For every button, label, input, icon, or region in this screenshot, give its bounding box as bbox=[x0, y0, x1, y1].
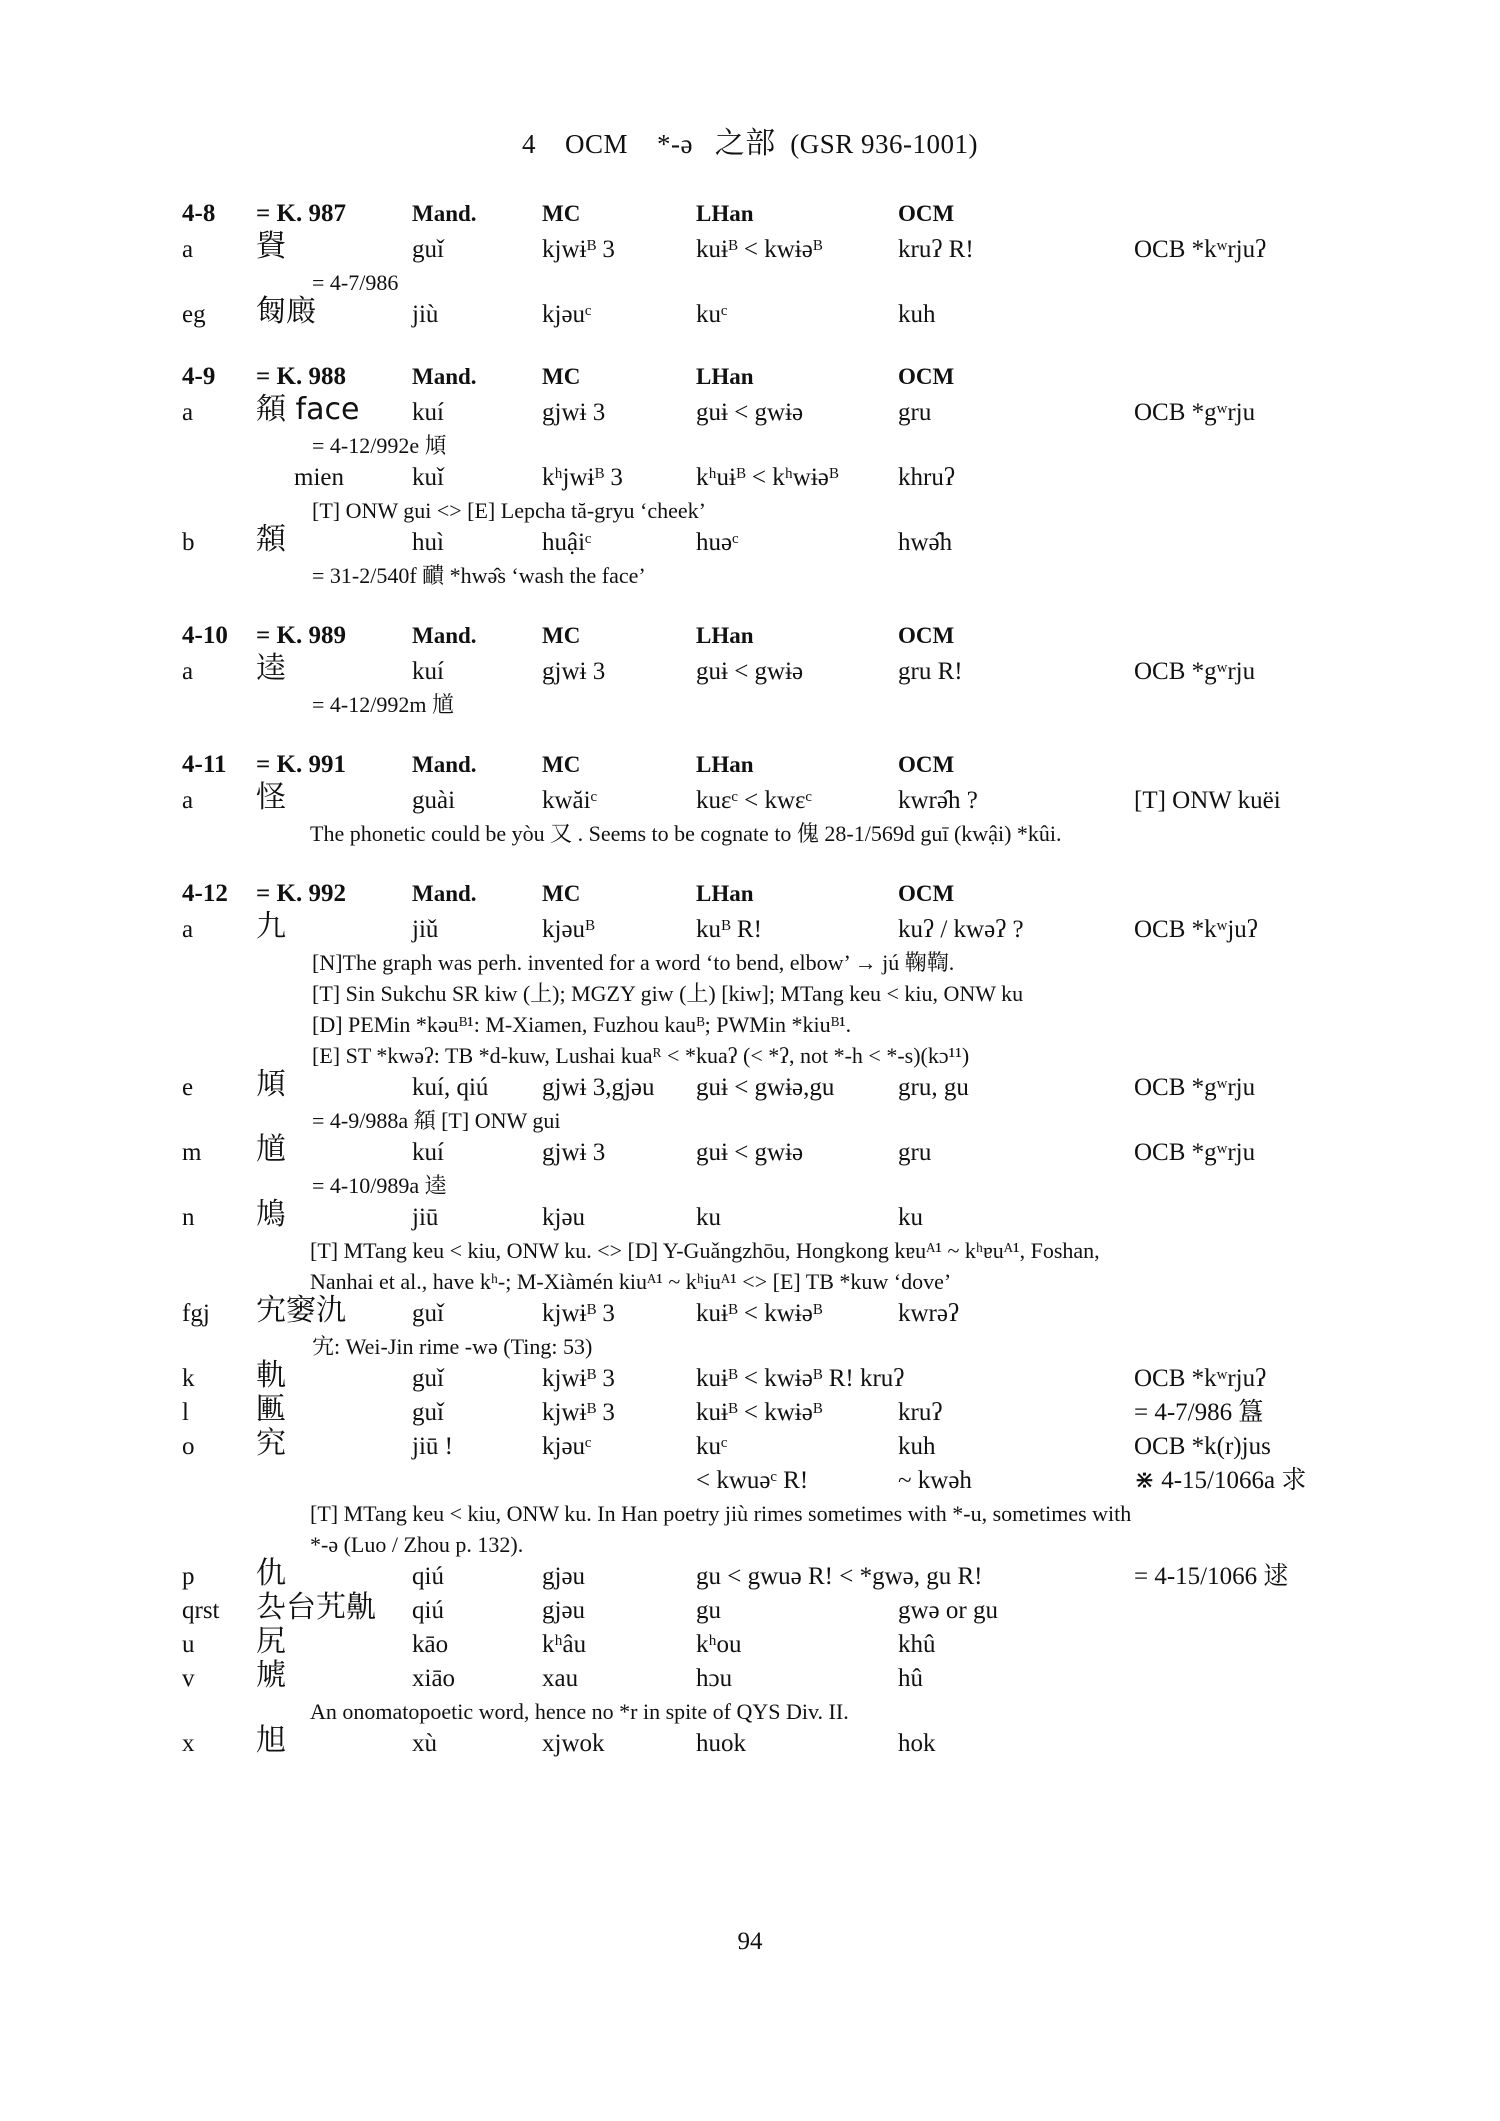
col-mc-header: MC bbox=[542, 881, 581, 906]
row-extra: [T] ONW kuëi bbox=[1134, 787, 1281, 814]
mandarin-reading: xù bbox=[412, 1730, 437, 1757]
old-chinese: khû bbox=[898, 1631, 936, 1658]
later-han: kuɨᴮ < kwɨəᴮ R! kruʔ bbox=[696, 1365, 905, 1392]
entry-row bbox=[182, 1590, 1362, 1628]
mandarin-reading: guǐ bbox=[412, 236, 444, 263]
later-han: kuɨᴮ < kwɨəᴮ bbox=[696, 1300, 823, 1327]
col-lhan-header: LHan bbox=[696, 623, 754, 648]
mandarin-reading: kuí bbox=[412, 658, 444, 685]
row-glyph: 尻 bbox=[256, 1624, 286, 1659]
entry-row bbox=[182, 651, 1362, 689]
middle-chinese: gjwɨ 3 bbox=[542, 1139, 606, 1166]
old-chinese: ku bbox=[898, 1204, 923, 1231]
row-glyph: 馗 bbox=[256, 1132, 286, 1167]
col-mc-header: MC bbox=[542, 364, 581, 389]
mandarin-reading: xiāo bbox=[412, 1665, 456, 1692]
middle-chinese: kjəu bbox=[542, 1204, 586, 1231]
entry-row bbox=[182, 1358, 1362, 1396]
middle-chinese: kjəuᴮ bbox=[542, 916, 595, 943]
row-glyph: 究 bbox=[256, 1426, 286, 1461]
entry-note: = 4-10/989a 逵 bbox=[312, 1173, 447, 1198]
later-han: kʰou bbox=[696, 1631, 742, 1658]
col-ocm-header: OCM bbox=[898, 201, 955, 226]
later-han: huəᶜ bbox=[696, 529, 739, 556]
entry-row bbox=[182, 294, 1362, 332]
col-ocm-header: OCM bbox=[898, 364, 955, 389]
entry-block bbox=[182, 358, 1362, 591]
entry-id: 4-11 bbox=[182, 751, 227, 778]
later-han: kuɛᶜ < kwɛᶜ bbox=[696, 787, 812, 814]
entries-list bbox=[182, 195, 1362, 1787]
entry-note: [T] ONW gui <> [E] Lepcha tă-gryu ‘cheek’ bbox=[312, 498, 706, 523]
old-chinese: kuh bbox=[898, 301, 936, 328]
later-han: kuᶜ bbox=[696, 301, 728, 328]
middle-chinese: kjwɨᴮ 3 bbox=[542, 236, 615, 263]
row-glyph: 頯 face bbox=[256, 392, 360, 427]
middle-chinese: gjwɨ 3 bbox=[542, 658, 606, 685]
middle-chinese: kwăiᶜ bbox=[542, 787, 597, 814]
row-glyph: 宄窭氿 bbox=[256, 1293, 346, 1328]
entry-header-row bbox=[182, 358, 1362, 396]
col-lhan-header: LHan bbox=[696, 364, 754, 389]
entry-note: [D] PEMin *kəuᴮ¹: M-Xiamen, Fuzhou kauᴮ; PWMin *kiuᴮ¹. bbox=[312, 1012, 852, 1037]
entry-row bbox=[182, 1392, 1362, 1430]
karlgren-ref: = K. 987 bbox=[256, 200, 346, 227]
row-letter: p bbox=[182, 1563, 195, 1590]
ocm-label: OCM bbox=[565, 129, 629, 159]
old-chinese: ~ kwəh bbox=[898, 1467, 972, 1494]
mandarin-reading: kuǐ bbox=[412, 464, 444, 491]
entry-id: 4-10 bbox=[182, 622, 228, 649]
entry-row bbox=[182, 392, 1362, 430]
row-letter: a bbox=[182, 658, 194, 685]
entry-row bbox=[182, 1556, 1362, 1594]
col-ocm-header: OCM bbox=[898, 881, 955, 906]
old-chinese: kuh bbox=[898, 1433, 936, 1460]
karlgren-ref: = K. 989 bbox=[256, 622, 346, 649]
row-extra: ⋇ 4-15/1066a 求 bbox=[1134, 1467, 1307, 1494]
old-chinese: kruʔ R! bbox=[898, 236, 974, 263]
page-number: 94 bbox=[737, 1928, 763, 1955]
old-chinese: gru bbox=[898, 1139, 932, 1166]
row-letter: n bbox=[182, 1204, 195, 1231]
gsr-range: (GSR 936-1001) bbox=[790, 129, 978, 159]
entry-block bbox=[182, 195, 1362, 332]
col-ocm-header: OCM bbox=[898, 623, 955, 648]
row-letter: eg bbox=[182, 301, 206, 328]
entry-note: [N]The graph was perh. invented for a word ‘to bend, elbow’ → jú 鞠鞫. bbox=[312, 950, 955, 975]
old-chinese: gru, gu bbox=[898, 1074, 969, 1101]
col-mc-header: MC bbox=[542, 201, 581, 226]
entry-note: 宄: Wei-Jin rime -wə (Ting: 53) bbox=[312, 1334, 593, 1359]
rime-chinese: 之部 bbox=[714, 126, 776, 161]
later-han: kuᴮ R! bbox=[696, 916, 762, 943]
row-letter: a bbox=[182, 916, 194, 943]
col-mand-header: Mand. bbox=[412, 623, 477, 648]
row-extra: OCB *kʷjuʔ bbox=[1134, 916, 1258, 943]
row-letter: a bbox=[182, 399, 194, 426]
later-han: gu bbox=[696, 1597, 721, 1624]
mandarin-reading: kuí bbox=[412, 399, 444, 426]
entry-row bbox=[182, 1426, 1362, 1464]
row-glyph: 厹台艽鼽 bbox=[256, 1590, 376, 1625]
middle-chinese: xau bbox=[542, 1665, 579, 1692]
entry-id: 4-12 bbox=[182, 880, 228, 907]
row-letter: l bbox=[182, 1399, 189, 1426]
entry-row bbox=[182, 780, 1362, 818]
mandarin-reading: qiú bbox=[412, 1563, 444, 1590]
old-chinese: khruʔ bbox=[898, 464, 955, 491]
mandarin-reading: kuí, qiú bbox=[412, 1074, 489, 1101]
later-han: huok bbox=[696, 1730, 746, 1757]
old-chinese: kuʔ / kwəʔ ? bbox=[898, 916, 1024, 943]
entry-row bbox=[182, 1723, 1362, 1761]
col-lhan-header: LHan bbox=[696, 201, 754, 226]
entry-note: *-ə (Luo / Zhou p. 132). bbox=[310, 1532, 524, 1557]
later-han: guɨ < gwɨə bbox=[696, 399, 804, 426]
col-mc-header: MC bbox=[542, 623, 581, 648]
middle-chinese: gjwɨ 3 bbox=[542, 399, 606, 426]
entry-row bbox=[182, 1658, 1362, 1696]
later-han: ku bbox=[696, 1204, 721, 1231]
row-glyph: 仇 bbox=[256, 1556, 286, 1591]
row-letter: v bbox=[182, 1665, 195, 1692]
row-letter: m bbox=[182, 1139, 202, 1166]
entry-note: The phonetic could be yòu 又 . Seems to be cognate to 傀 28-1/569d guī (kwậi) *kûi. bbox=[310, 821, 1062, 846]
entry-header-row bbox=[182, 195, 1362, 233]
entry-block bbox=[182, 746, 1362, 849]
mandarin-reading: guǐ bbox=[412, 1399, 444, 1426]
rime-label: *-ə bbox=[657, 129, 693, 159]
later-han: kuɨᴮ < kwɨəᴮ bbox=[696, 236, 823, 263]
later-han: kuɨᴮ < kwɨəᴮ bbox=[696, 1399, 823, 1426]
middle-chinese: kʰâu bbox=[542, 1631, 587, 1658]
col-mand-header: Mand. bbox=[412, 364, 477, 389]
entry-block bbox=[182, 875, 1362, 1761]
entry-id: 4-9 bbox=[182, 363, 216, 390]
entry-header-row bbox=[182, 617, 1362, 655]
entry-row bbox=[182, 229, 1362, 267]
entry-note: Nanhai et al., have kʰ-; M-Xiàmén kiuᴬ¹ ~ kʰiuᴬ¹ <> [E] TB *kuw ‘dove’ bbox=[310, 1269, 952, 1294]
entry-row bbox=[182, 522, 1362, 560]
row-extra: OCB *gʷrju bbox=[1134, 1074, 1256, 1101]
later-han: hɔu bbox=[696, 1665, 733, 1692]
mandarin-reading: guài bbox=[412, 787, 456, 814]
row-letter: k bbox=[182, 1365, 195, 1392]
later-han: kuᶜ bbox=[696, 1433, 728, 1460]
row-extra: OCB *gʷrju bbox=[1134, 1139, 1256, 1166]
row-extra: OCB *gʷrju bbox=[1134, 658, 1256, 685]
mandarin-reading: jiǔ bbox=[412, 916, 439, 943]
entry-note: An onomatopoetic word, hence no *r in spite of QYS Div. II. bbox=[310, 1699, 849, 1724]
mandarin-reading: kāo bbox=[412, 1631, 449, 1658]
old-chinese: hok bbox=[898, 1730, 936, 1757]
middle-chinese: kʰjwɨᴮ 3 bbox=[542, 464, 623, 491]
row-letter: a bbox=[182, 787, 194, 814]
row-extra: OCB *k(r)jus bbox=[1134, 1433, 1271, 1460]
karlgren-ref: = K. 988 bbox=[256, 363, 346, 390]
middle-chinese: xjwok bbox=[542, 1730, 605, 1757]
later-han: guɨ < gwɨə bbox=[696, 658, 804, 685]
mandarin-reading: guǐ bbox=[412, 1300, 444, 1327]
entry-id: 4-8 bbox=[182, 200, 216, 227]
middle-chinese: huậiᶜ bbox=[542, 529, 592, 556]
middle-chinese: kjwɨᴮ 3 bbox=[542, 1300, 615, 1327]
row-glyph: 鳩 bbox=[256, 1197, 286, 1232]
col-ocm-header: OCM bbox=[898, 752, 955, 777]
entry-row bbox=[182, 461, 1362, 495]
mandarin-reading: jiū ! bbox=[412, 1433, 453, 1460]
col-mand-header: Mand. bbox=[412, 201, 477, 226]
later-han: kʰuɨᴮ < kʰwɨəᴮ bbox=[696, 464, 839, 491]
entry-header-row bbox=[182, 746, 1362, 784]
old-chinese: gwə or gu bbox=[898, 1597, 998, 1624]
later-han: guɨ < gwɨə bbox=[696, 1139, 804, 1166]
row-glyph: 軌 bbox=[256, 1358, 286, 1393]
karlgren-ref: = K. 991 bbox=[256, 751, 346, 778]
row-glyph: 怪 bbox=[256, 780, 286, 815]
entry-note: = 4-12/992e 頄 bbox=[312, 433, 447, 458]
row-glyph: 旭 bbox=[256, 1723, 286, 1758]
entry-note: [T] Sin Sukchu SR kiw (上); MGZY giw (上) [kiw]; MTang keu < kiu, ONW ku bbox=[312, 981, 1024, 1006]
row-glyph: 逵 bbox=[256, 651, 286, 686]
row-sublabel: mien bbox=[294, 464, 344, 491]
old-chinese: gru bbox=[898, 399, 932, 426]
entry-row bbox=[182, 1624, 1362, 1662]
mandarin-reading: huì bbox=[412, 529, 444, 556]
old-chinese: hû bbox=[898, 1665, 923, 1692]
middle-chinese: kjwɨᴮ 3 bbox=[542, 1399, 615, 1426]
mandarin-reading: qiú bbox=[412, 1597, 444, 1624]
row-letter: b bbox=[182, 529, 195, 556]
row-glyph: 虓 bbox=[256, 1658, 286, 1693]
entry-note: = 4-7/986 bbox=[312, 270, 399, 295]
row-glyph: 匭 bbox=[256, 1392, 286, 1427]
entry-row bbox=[182, 1132, 1362, 1170]
row-letter: e bbox=[182, 1074, 194, 1101]
mandarin-reading: jiū bbox=[412, 1204, 439, 1231]
entry-note: = 31-2/540f 靧 *hwə̂s ‘wash the face’ bbox=[312, 563, 646, 588]
entry-note: [E] ST *kwəʔ: TB *d-kuw, Lushai kuaᴿ < *kuaʔ (< *ʔ, not *-h < *-s)(kɔ¹¹) bbox=[312, 1043, 970, 1068]
middle-chinese: gjəu bbox=[542, 1563, 586, 1590]
row-glyph: 匓廄 bbox=[256, 294, 316, 329]
row-letter: u bbox=[182, 1631, 195, 1658]
old-chinese: hwə̂h bbox=[898, 529, 953, 556]
col-mc-header: MC bbox=[542, 752, 581, 777]
row-extra: = 4-15/1066 逑 bbox=[1134, 1563, 1289, 1590]
row-glyph: 䝿 bbox=[256, 229, 286, 264]
old-chinese: kruʔ bbox=[898, 1399, 943, 1426]
karlgren-ref: = K. 992 bbox=[256, 880, 346, 907]
chapter-number: 4 bbox=[522, 129, 536, 159]
row-glyph: 頄 bbox=[256, 1067, 286, 1102]
entry-row bbox=[182, 1197, 1362, 1235]
entry-row bbox=[182, 1067, 1362, 1105]
middle-chinese: kjəuᶜ bbox=[542, 1433, 592, 1460]
row-letter: x bbox=[182, 1730, 195, 1757]
row-glyph: 頮 bbox=[256, 522, 286, 557]
page-header bbox=[0, 118, 1500, 162]
mandarin-reading: kuí bbox=[412, 1139, 444, 1166]
col-mand-header: Mand. bbox=[412, 881, 477, 906]
entry-note: = 4-12/992m 馗 bbox=[312, 692, 454, 717]
entry-note: [T] MTang keu < kiu, ONW ku. In Han poetry jiù rimes sometimes with *-u, sometimes with bbox=[310, 1501, 1132, 1526]
mandarin-reading: guǐ bbox=[412, 1365, 444, 1392]
old-chinese: kwrə̂h ? bbox=[898, 787, 978, 814]
col-lhan-header: LHan bbox=[696, 752, 754, 777]
row-extra: OCB *gʷrju bbox=[1134, 399, 1256, 426]
later-han: guɨ < gwɨə,gu bbox=[696, 1074, 835, 1101]
row-letter: fgj bbox=[182, 1300, 210, 1327]
mandarin-reading: jiù bbox=[412, 301, 439, 328]
row-letter: o bbox=[182, 1433, 195, 1460]
entry-note: = 4-9/988a 頯 [T] ONW gui bbox=[312, 1108, 561, 1133]
later-han: gu < gwuə R! < *gwə, gu R! bbox=[696, 1563, 983, 1590]
old-chinese: kwrəʔ bbox=[898, 1300, 960, 1327]
middle-chinese: gjwɨ 3,gjəu bbox=[542, 1074, 655, 1101]
entry-row bbox=[182, 1293, 1362, 1331]
col-mand-header: Mand. bbox=[412, 752, 477, 777]
row-extra: OCB *kʷrjuʔ bbox=[1134, 236, 1267, 263]
row-letter: qrst bbox=[182, 1597, 220, 1624]
entry-block bbox=[182, 617, 1362, 720]
entry-row bbox=[182, 909, 1362, 947]
entry-header-row bbox=[182, 875, 1362, 913]
entry-note: [T] MTang keu < kiu, ONW ku. <> [D] Y-Guǎngzhōu, Hongkong kɐuᴬ¹ ~ kʰɐuᴬ¹, Foshan, bbox=[310, 1238, 1100, 1263]
middle-chinese: kjwɨᴮ 3 bbox=[542, 1365, 615, 1392]
entry-row bbox=[182, 1464, 1362, 1498]
old-chinese: gru R! bbox=[898, 658, 963, 685]
later-han: < kwuəᶜ R! bbox=[696, 1467, 809, 1494]
row-glyph: 九 bbox=[256, 909, 286, 944]
row-extra: OCB *kʷrjuʔ bbox=[1134, 1365, 1267, 1392]
middle-chinese: kjəuᶜ bbox=[542, 301, 592, 328]
middle-chinese: gjəu bbox=[542, 1597, 586, 1624]
row-extra: = 4-7/986 簋 bbox=[1134, 1399, 1264, 1426]
row-letter: a bbox=[182, 236, 194, 263]
col-lhan-header: LHan bbox=[696, 881, 754, 906]
